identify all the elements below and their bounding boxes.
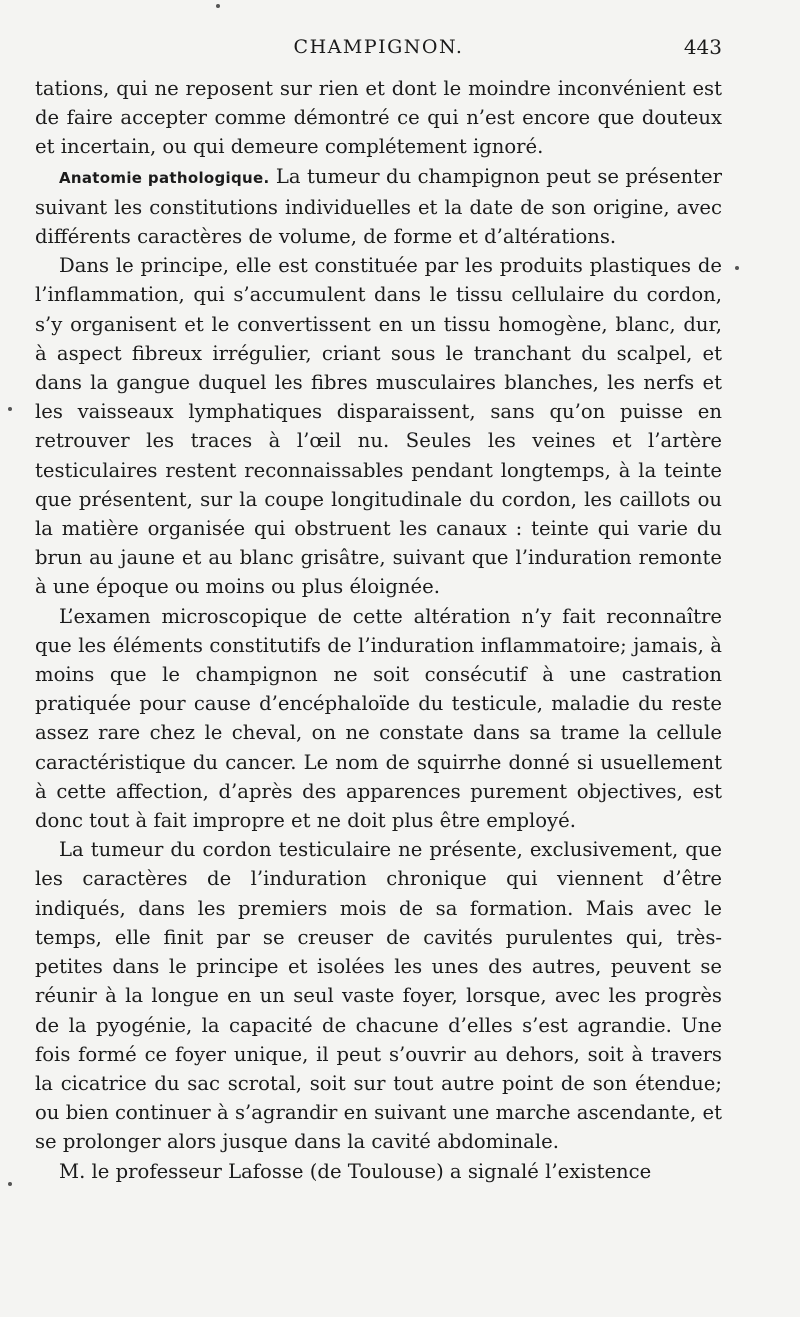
paragraph-tumeur: La tumeur du cordon testiculaire ne présente, exclusivement, que les caractères de l’induration chronique qui viennent d’être indiqués, dans les premiers mois de sa formation. Mais avec le temps, elle finit par se creuser de cavités purulentes qui, très-petites dans le principe et isolées les unes des autres, peuvent se réunir à la longue en un seul vaste foyer, lorsque, avec les progrès de la pyogénie, la capacité de chacune d’elles s’est agrandie. Une fois formé ce foyer unique, il peut s’ouvrir au dehors, soit à travers la cicatrice du sac scrotal, soit sur tout autre point de son étendue; ou bien continuer à s’agrandir en suivant une marche ascendante, et se prolonger alors jusque dans la cavité abdominale. <box>35 838 722 1154</box>
paragraph-principe: Dans le principe, elle est constituée par les produits plastiques de l’inflammation, qui s’accumulent dans le tissu cellulaire du cordon, s’y organisent et le convertissent en un tissu homogène, blanc, dur, à aspect fibreux irrégulier, criant sous le tranchant du scalpel, et dans la gangue duquel les fibres musculaires blanches, les nerfs et les vaisseaux lymphatiques disparaissent, sans qu’on puisse en retrouver les traces à l’œil nu. Seules les veines et l’artère testiculaires restent reconnaissables pendant longtemps, à la teinte que présentent, sur la coupe longitudinale du cordon, les caillots ou la matière organisée qui obstruent les canaux : teinte qui varie du brun au jaune et au blanc grisâtre, suivant que l’induration remonte à une époque ou moins ou plus éloignée. <box>35 254 722 599</box>
paragraph-continuation: tations, qui ne reposent sur rien et dont le moindre inconvénient est de faire accepter comme démontré ce qui n’est encore que douteux et incertain, ou qui demeure complétement ignoré. <box>35 77 722 159</box>
margin-speck <box>735 266 739 270</box>
paragraph-examen: L’examen microscopique de cette altération n’y fait reconnaître que les éléments constitutifs de l’induration inflammatoire; jamais, à moins que le champignon ne soit consécutif à une castration pratiquée pour cause d’encéphaloïde du testicule, maladie du reste assez rare chez le cheval, on ne constate dans sa trame la cellule caractéristique du cancer. Le nom de squirrhe donné si usuellement à cette affection, d’après des apparences purement objectives, est donc tout à fait impropre et ne doit plus être employé. <box>35 604 722 833</box>
running-head <box>35 30 722 64</box>
running-title: CHAMPIGNON. <box>293 36 464 58</box>
paragraph-text: La tumeur du champignon peut se présenter suivant les constitutions individuelles et la date de son origine, avec différents caractères de volume, de forme et d’altérations. <box>35 164 722 249</box>
body-text <box>35 74 722 1186</box>
margin-speck <box>8 407 12 411</box>
page-number: 443 <box>683 35 722 59</box>
paragraph-anatomie <box>35 162 722 252</box>
paragraph-lafosse: M. le professeur Lafosse (de Toulouse) a signalé l’existence <box>59 1159 652 1183</box>
margin-speck <box>8 1182 12 1186</box>
section-run-in-heading: Anatomie pathologique. <box>59 168 270 187</box>
margin-speck <box>216 4 220 8</box>
